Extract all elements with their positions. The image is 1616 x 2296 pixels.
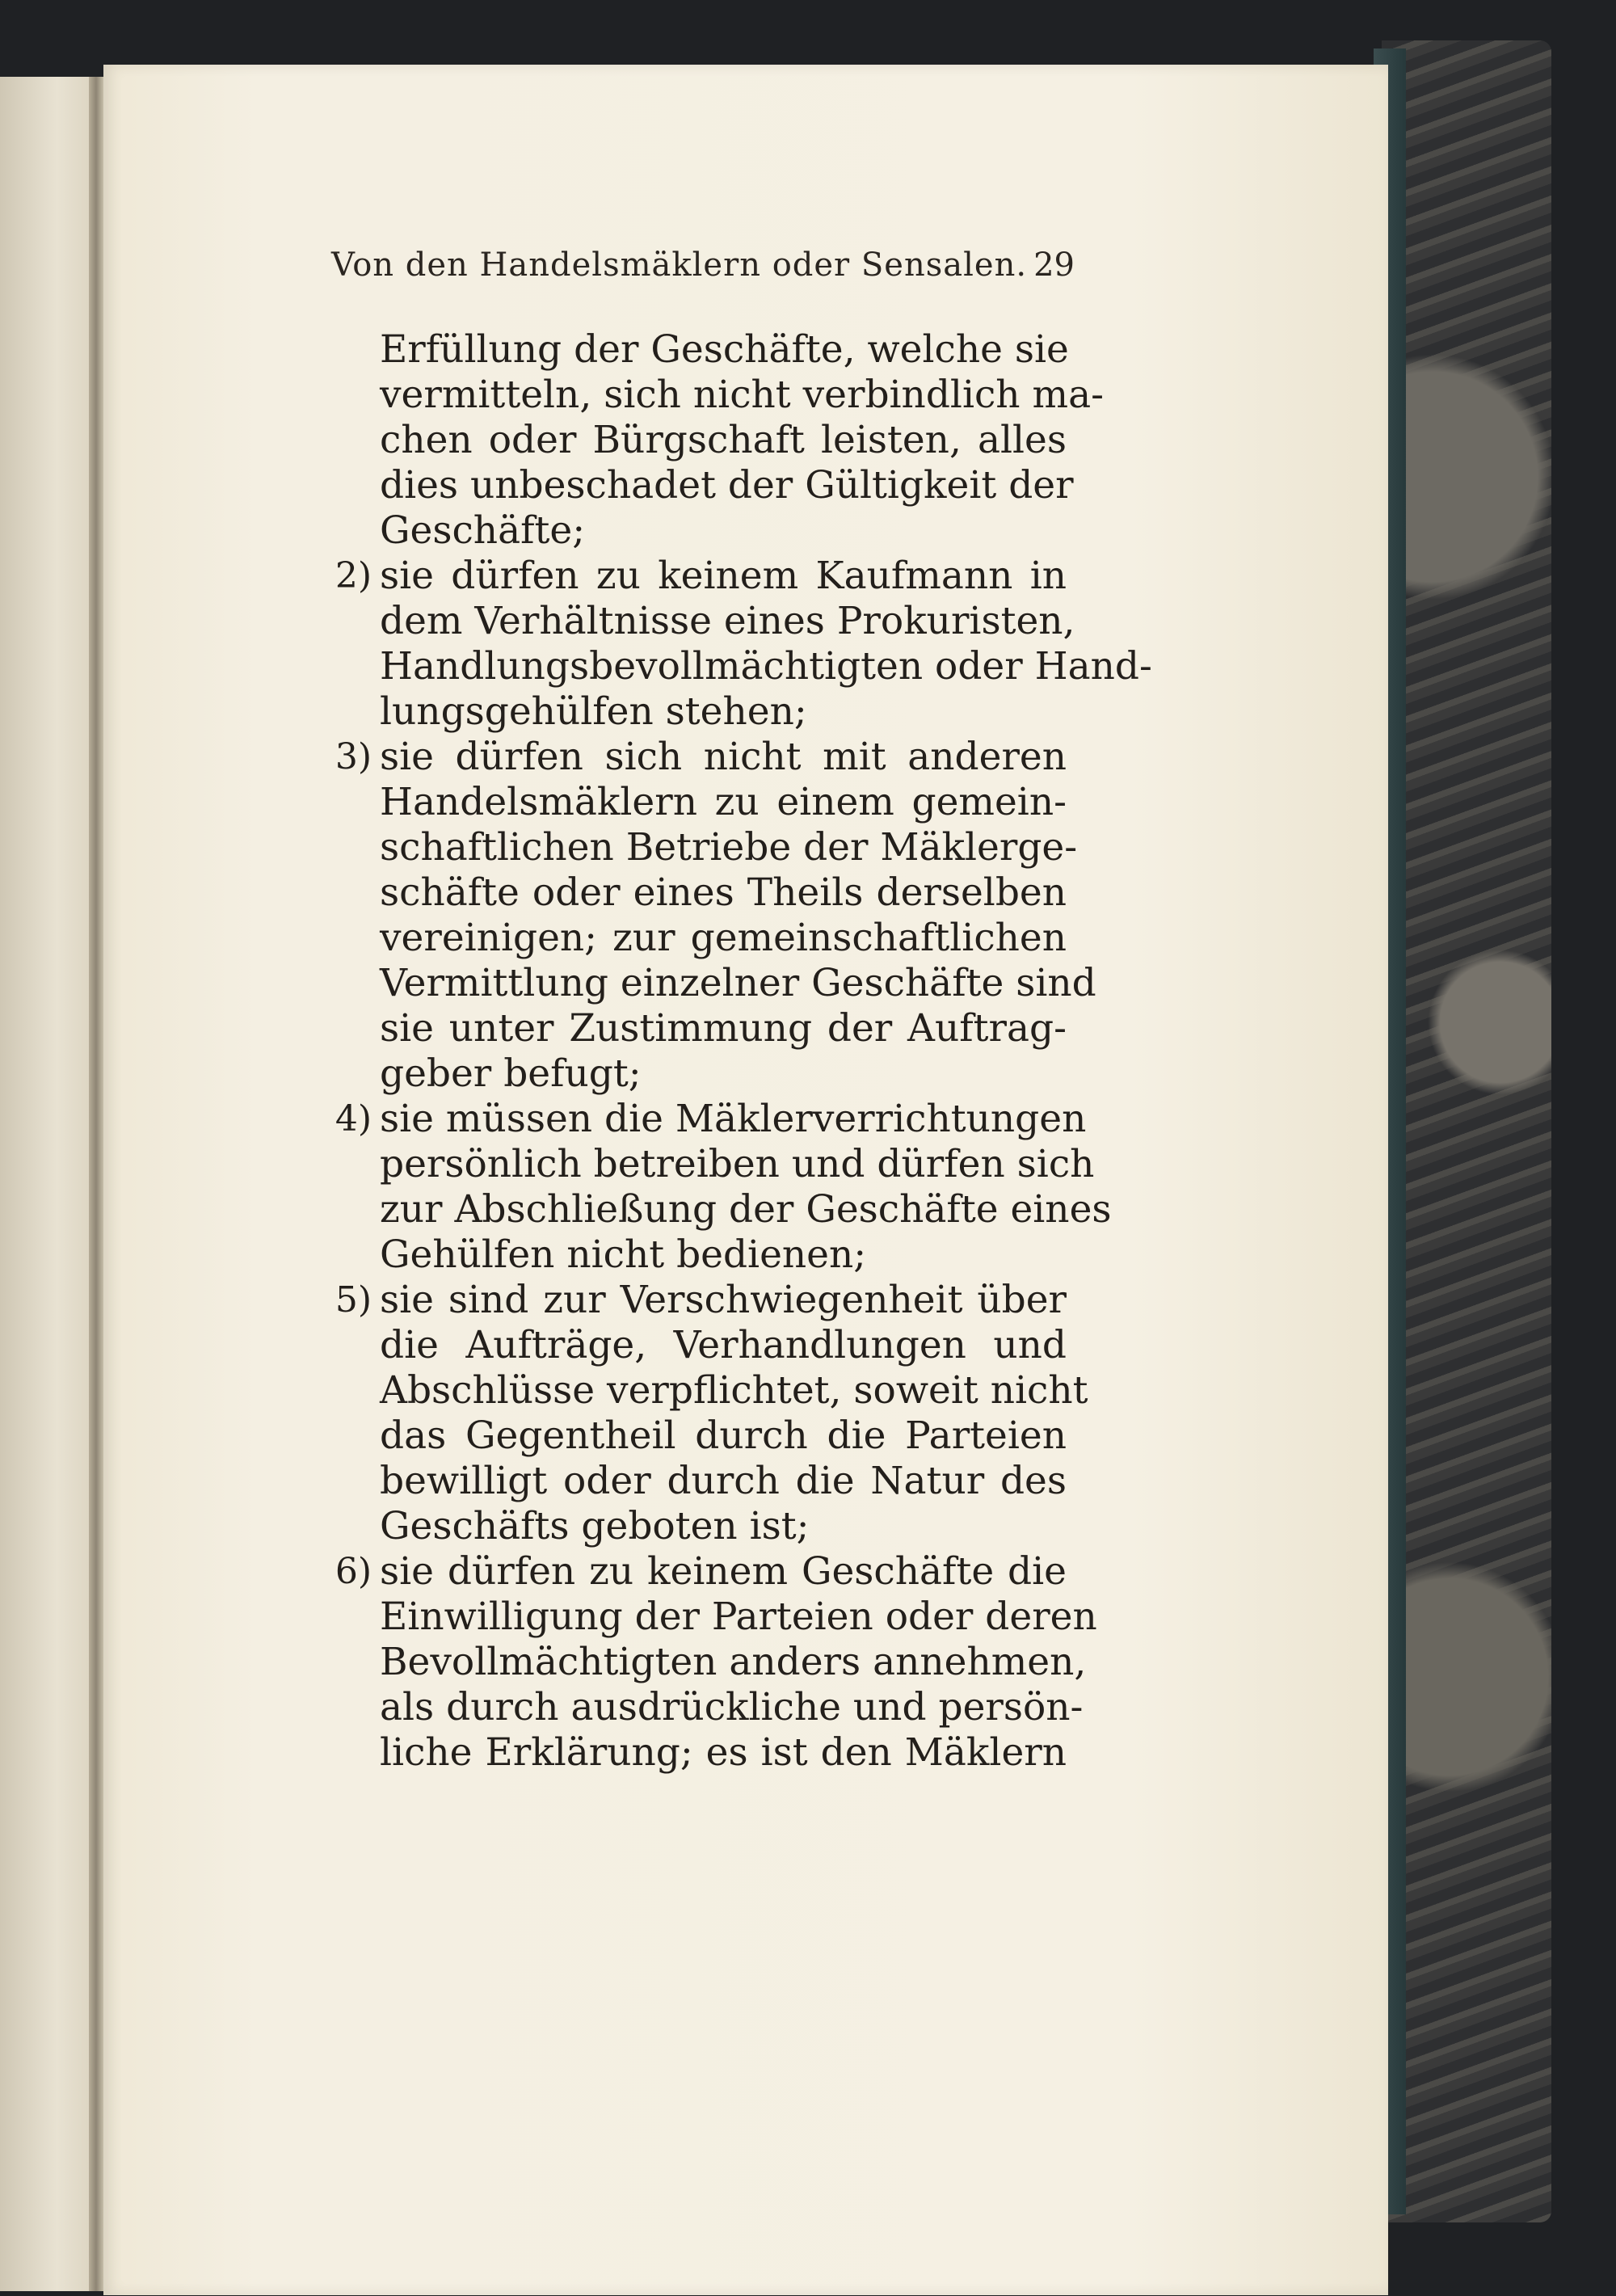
list-item [307, 1097, 1112, 1278]
text-line: sie dürfen sich nicht mit anderen [380, 735, 1067, 779]
text-line: Erfüllung der Geschäfte, welche sie [380, 327, 1069, 372]
text-line: Handlungsbevollmächtigten oder Hand- [380, 644, 1152, 689]
text-line: dem Verhältnisse eines Prokuristen, [380, 599, 1075, 643]
text-line: bewilligt oder durch die Natur des [380, 1459, 1067, 1503]
list-item [307, 1278, 1088, 1549]
text-line: Bevollmächtigten anders annehmen, [380, 1640, 1087, 1684]
item-number: 4) [335, 1098, 372, 1140]
gutter-shadow [89, 77, 103, 2291]
item-number: 2) [335, 555, 372, 596]
text-line: dies unbeschadet der Gültigkeit der [380, 463, 1074, 508]
list-item [307, 554, 1152, 735]
text-line: liche Erklärung; es ist den Mäklern [380, 1730, 1067, 1775]
facing-page-edge [0, 77, 103, 2291]
text-line: Handelsmäklern zu einem gemein- [380, 780, 1067, 824]
text-line: Abschlüsse verpflichtet, soweit nicht [380, 1368, 1088, 1413]
page-header [331, 246, 1075, 295]
marbled-cover [1382, 40, 1551, 2222]
text-line: chen oder Bürgschaft leisten, alles [380, 418, 1067, 462]
text-line: persönlich betreiben und dürfen sich [380, 1142, 1095, 1186]
text-line: zur Abschließung der Geschäfte eines [380, 1187, 1112, 1232]
text-line: Geschäfts geboten ist; [380, 1504, 810, 1548]
text-line: vermitteln, sich nicht verbindlich ma- [380, 373, 1104, 417]
list-item [307, 735, 1096, 1097]
text-line: sie unter Zustimmung der Auftrag- [380, 1006, 1067, 1051]
text-line: lungsgehülfen stehen; [380, 689, 807, 734]
running-head: Von den Handelsmäklern oder Sensalen. [331, 246, 1028, 284]
text-line: schäfte oder eines Theils derselben [380, 870, 1067, 915]
text-line: Einwilligung der Parteien oder deren [380, 1595, 1097, 1639]
text-line: sie müssen die Mäklerverrichtungen [380, 1097, 1087, 1141]
item-number: 3) [335, 736, 372, 777]
text-line: als durch ausdrückliche und persön- [380, 1685, 1084, 1729]
text-line: geber befugt; [380, 1051, 642, 1096]
text-line: sie dürfen zu keinem Geschäfte die [380, 1549, 1067, 1594]
text-line: sie sind zur Verschwiegenheit über [380, 1278, 1067, 1322]
list-item [307, 1549, 1097, 1776]
body-text [307, 327, 1152, 1776]
item-number: 5) [335, 1279, 372, 1321]
text-line: schaftlichen Betriebe der Mäklerge- [380, 825, 1078, 870]
text-line: die Aufträge, Verhandlungen und [380, 1323, 1067, 1367]
item-number: 6) [335, 1551, 372, 1592]
page-number: 29 [1033, 246, 1075, 284]
text-line: Gehülfen nicht bedienen; [380, 1232, 867, 1277]
text-line: Geschäfte; [380, 508, 586, 553]
text-line: Vermittlung einzelner Geschäfte sind [380, 961, 1096, 1005]
text-line: vereinigen; zur gemeinschaftlichen [380, 916, 1067, 960]
text-line: sie dürfen zu keinem Kaufmann in [380, 554, 1067, 598]
text-line: das Gegentheil durch die Parteien [380, 1413, 1067, 1458]
